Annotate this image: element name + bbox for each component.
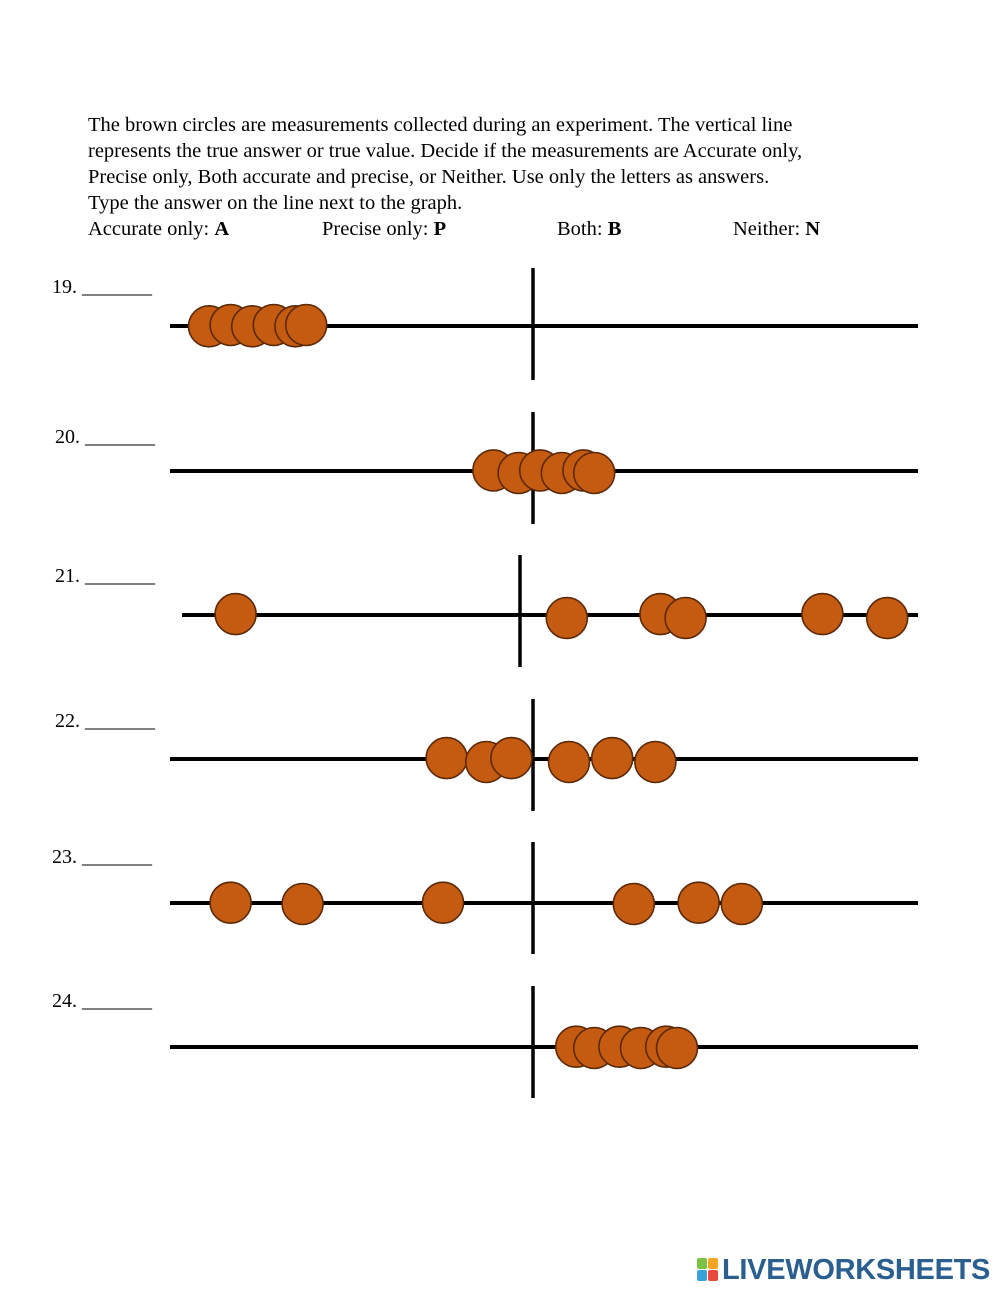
item-21-answer-blank[interactable]: 21. _______ bbox=[55, 565, 155, 587]
measurement-circle bbox=[665, 598, 706, 639]
code-accurate-label: Accurate only: bbox=[88, 218, 210, 240]
measurement-circle bbox=[867, 598, 908, 639]
measurement-circle bbox=[678, 882, 719, 923]
instructions-line-2: represents the true answer or true value. Decide if the measurements are Accurate only, bbox=[88, 140, 803, 162]
plot-item-23 bbox=[170, 842, 918, 954]
code-both-letter: B bbox=[607, 218, 622, 240]
measurement-circle bbox=[613, 884, 654, 925]
instructions-line-1: The brown circles are measurements collected during an experiment. The vertical line bbox=[88, 114, 793, 136]
plot-item-19 bbox=[170, 268, 918, 380]
code-precise-letter: P bbox=[433, 218, 447, 240]
measurement-circle bbox=[215, 594, 256, 635]
plot-item-20 bbox=[170, 412, 918, 524]
measurement-circle bbox=[635, 742, 676, 783]
plot-item-24 bbox=[170, 986, 918, 1098]
item-24-answer-blank[interactable]: 24. _______ bbox=[52, 990, 152, 1012]
plot-item-22 bbox=[170, 699, 918, 811]
instructions-line-3: Precise only, Both accurate and precise, or Neither. Use only the letters as answers. bbox=[88, 166, 770, 188]
measurement-circle bbox=[282, 884, 323, 925]
code-both-label: Both: bbox=[557, 218, 603, 240]
plot-item-21 bbox=[182, 555, 918, 667]
code-precise-label: Precise only: bbox=[322, 218, 429, 240]
instructions-line-4: Type the answer on the line next to the graph. bbox=[88, 192, 463, 214]
measurement-circle bbox=[721, 884, 762, 925]
item-19-answer-blank[interactable]: 19. _______ bbox=[52, 276, 152, 298]
measurement-circle bbox=[423, 882, 464, 923]
liveworksheets-logo-icon bbox=[697, 1258, 719, 1282]
measurement-circle bbox=[592, 738, 633, 779]
item-22-answer-blank[interactable]: 22. _______ bbox=[55, 710, 155, 732]
item-23-answer-blank[interactable]: 23. _______ bbox=[52, 846, 152, 868]
code-accurate-letter: A bbox=[214, 218, 230, 240]
measurement-circle bbox=[491, 738, 532, 779]
measurement-circle bbox=[574, 453, 615, 494]
measurement-circle bbox=[802, 594, 843, 635]
measurement-circle bbox=[210, 882, 251, 923]
liveworksheets-logo-text: LIVEWORKSHEETS bbox=[722, 1254, 991, 1286]
code-neither-label: Neither: bbox=[733, 218, 801, 240]
measurement-circle bbox=[549, 742, 590, 783]
code-neither-letter: N bbox=[805, 218, 821, 240]
measurement-circle bbox=[426, 738, 467, 779]
measurement-circle bbox=[546, 598, 587, 639]
measurement-circle bbox=[286, 305, 327, 346]
measurement-circle bbox=[657, 1028, 698, 1069]
item-20-answer-blank[interactable]: 20. _______ bbox=[55, 426, 155, 448]
